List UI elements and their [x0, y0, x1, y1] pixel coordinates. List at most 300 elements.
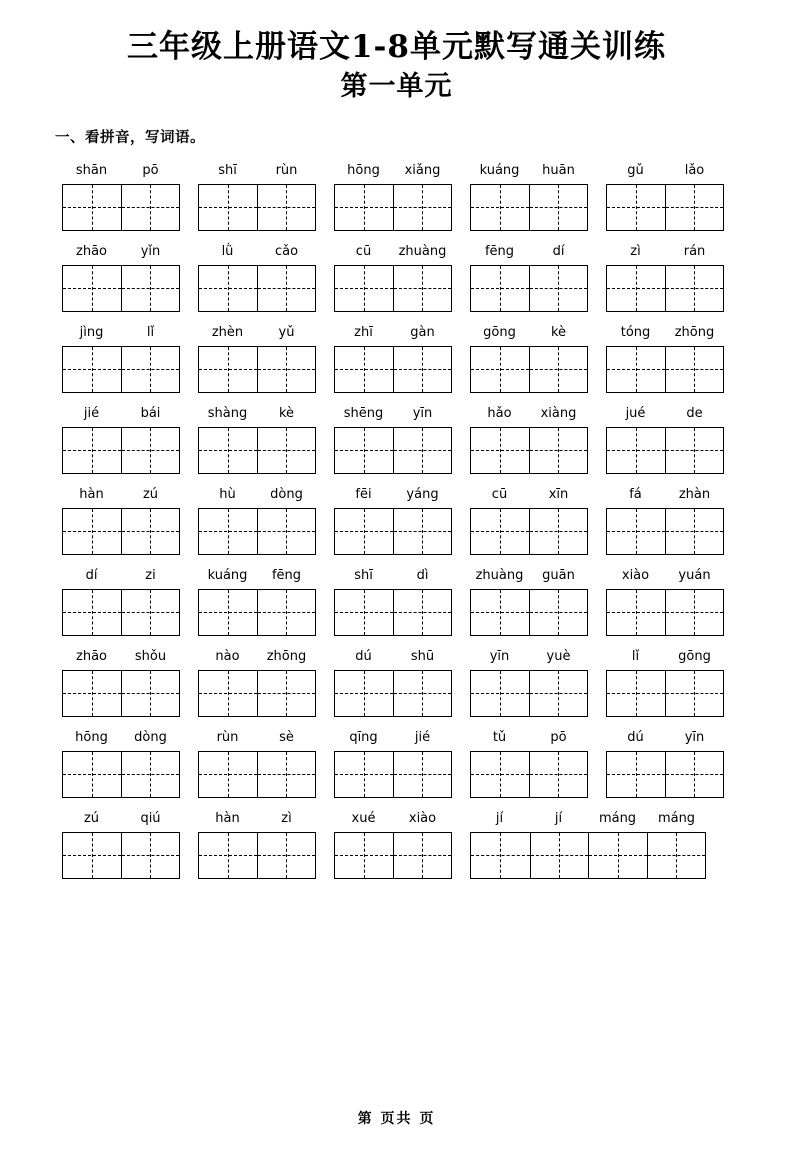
pinyin-label [470, 566, 588, 586]
character-box[interactable] [63, 752, 121, 797]
pinyin-syllable: xiǎng [404, 162, 441, 178]
character-box-group[interactable] [470, 832, 706, 879]
character-box[interactable] [471, 671, 529, 716]
character-box-group[interactable] [62, 184, 180, 231]
pinyin-syllable: zhèn [211, 324, 244, 340]
character-box-group[interactable] [470, 184, 588, 231]
character-box[interactable] [665, 185, 723, 230]
word-exercise-item [198, 566, 316, 636]
character-box[interactable] [471, 185, 529, 230]
pinyin-syllable: yǐn [140, 243, 161, 259]
character-box[interactable] [529, 266, 587, 311]
pinyin-syllable: shēng [343, 405, 384, 421]
exercise-row [62, 161, 741, 231]
pinyin-syllable: sè [279, 729, 294, 745]
character-box[interactable] [257, 185, 315, 230]
pinyin-syllable: lǎo [684, 162, 705, 178]
character-box[interactable] [199, 752, 257, 797]
pinyin-syllable: kè [278, 405, 295, 421]
page-subtitle: 第一单元 [340, 70, 453, 102]
pinyin-syllable: dòng [134, 729, 167, 745]
character-box[interactable] [471, 590, 529, 635]
pinyin-syllable: jué [625, 405, 646, 421]
pinyin-syllable: cū [355, 243, 372, 259]
word-exercise-item [470, 566, 588, 636]
word-exercise-item [62, 728, 180, 798]
character-box[interactable] [335, 590, 393, 635]
character-box-group[interactable] [62, 427, 180, 474]
pinyin-syllable: fá [629, 486, 642, 502]
character-box[interactable] [529, 347, 587, 392]
character-box-group[interactable] [606, 346, 724, 393]
pinyin-syllable: zhāo [76, 243, 107, 259]
character-box-group[interactable] [334, 832, 452, 879]
pinyin-syllable: gǔ [627, 162, 644, 178]
pinyin-syllable: zú [83, 810, 100, 826]
pinyin-syllable: jí [554, 810, 563, 826]
character-box[interactable] [647, 833, 706, 878]
word-exercise-item [198, 809, 316, 879]
exercise-row [62, 485, 741, 555]
pinyin-syllable: jié [414, 729, 431, 745]
pinyin-syllable: kè [550, 324, 567, 340]
character-box-group[interactable] [334, 427, 452, 474]
character-box[interactable] [393, 185, 451, 230]
character-box-group[interactable] [62, 589, 180, 636]
character-box-group[interactable] [606, 670, 724, 717]
pinyin-syllable: kuáng [207, 567, 248, 583]
character-box[interactable] [471, 833, 530, 878]
pinyin-syllable: xīn [548, 486, 569, 502]
pinyin-label [198, 566, 316, 586]
word-exercise-item [334, 566, 452, 636]
pinyin-syllable: kuáng [479, 162, 520, 178]
pinyin-syllable: xiào [621, 567, 650, 583]
character-box[interactable] [199, 347, 257, 392]
character-box-group[interactable] [334, 346, 452, 393]
character-box[interactable] [121, 185, 179, 230]
character-box[interactable] [665, 428, 723, 473]
character-box-group[interactable] [198, 589, 316, 636]
exercise-row [62, 647, 741, 717]
page-footer: 第 页共 页 [357, 1111, 436, 1127]
character-box-group[interactable] [62, 832, 180, 879]
pinyin-label [198, 161, 316, 181]
character-box[interactable] [393, 671, 451, 716]
word-exercise-item [606, 242, 724, 312]
pinyin-label [198, 728, 316, 748]
character-box-group[interactable] [198, 751, 316, 798]
pinyin-label [470, 809, 706, 829]
word-exercise-item [334, 323, 452, 393]
pinyin-label [198, 404, 316, 424]
character-box[interactable] [257, 590, 315, 635]
character-box[interactable] [199, 590, 257, 635]
word-exercise-item [606, 566, 724, 636]
pinyin-syllable: jí [495, 810, 504, 826]
pinyin-label [470, 323, 588, 343]
character-box[interactable] [335, 266, 393, 311]
pinyin-label [334, 809, 452, 829]
pinyin-label [606, 323, 724, 343]
character-box-group[interactable] [62, 265, 180, 312]
character-box-group[interactable] [198, 832, 316, 879]
pinyin-syllable: zú [142, 486, 159, 502]
pinyin-syllable: nào [215, 648, 240, 664]
character-box[interactable] [199, 509, 257, 554]
pinyin-label [606, 728, 724, 748]
pinyin-syllable: lǐ [146, 324, 155, 340]
pinyin-label [334, 566, 452, 586]
pinyin-syllable: zhāo [76, 648, 107, 664]
pinyin-syllable: hàn [215, 810, 240, 826]
character-box[interactable] [257, 752, 315, 797]
exercise-row [62, 728, 741, 798]
character-box[interactable] [257, 266, 315, 311]
word-exercise-item [198, 404, 316, 474]
word-exercise-item [198, 728, 316, 798]
exercise-row [62, 323, 741, 393]
character-box[interactable] [199, 266, 257, 311]
character-box-group[interactable] [62, 346, 180, 393]
pinyin-syllable: rùn [216, 729, 239, 745]
word-exercise-item [334, 647, 452, 717]
character-box-group[interactable] [198, 346, 316, 393]
pinyin-syllable: yuè [546, 648, 571, 664]
character-box[interactable] [393, 590, 451, 635]
character-box[interactable] [529, 671, 587, 716]
character-box[interactable] [121, 428, 179, 473]
pinyin-syllable: tóng [620, 324, 651, 340]
character-box[interactable] [63, 347, 121, 392]
character-box[interactable] [63, 590, 121, 635]
character-box[interactable] [199, 185, 257, 230]
word-exercise-item [62, 161, 180, 231]
pinyin-label [62, 728, 180, 748]
word-exercise-item [62, 323, 180, 393]
character-box-group[interactable] [606, 265, 724, 312]
pinyin-syllable: yǔ [278, 324, 295, 340]
character-box[interactable] [665, 590, 723, 635]
character-box[interactable] [335, 671, 393, 716]
character-box-group[interactable] [334, 184, 452, 231]
character-box[interactable] [199, 671, 257, 716]
character-box[interactable] [63, 509, 121, 554]
word-exercise-item [470, 404, 588, 474]
character-box-group[interactable] [606, 508, 724, 555]
character-box[interactable] [257, 428, 315, 473]
character-box-group[interactable] [198, 265, 316, 312]
character-box-group[interactable] [470, 589, 588, 636]
character-box-group[interactable] [198, 427, 316, 474]
pinyin-syllable: bái [140, 405, 161, 421]
character-box[interactable] [63, 833, 121, 878]
character-box[interactable] [607, 590, 665, 635]
word-exercise-item [198, 323, 316, 393]
writing-grid-area [0, 161, 793, 879]
character-box[interactable] [393, 509, 451, 554]
pinyin-label [62, 485, 180, 505]
pinyin-syllable: zi [145, 567, 156, 583]
character-box[interactable] [335, 347, 393, 392]
character-box[interactable] [199, 428, 257, 473]
character-box[interactable] [471, 428, 529, 473]
character-box[interactable] [665, 509, 723, 554]
pinyin-label [62, 242, 180, 262]
word-exercise-item [606, 728, 724, 798]
pinyin-syllable: hǎo [487, 405, 512, 421]
character-box[interactable] [257, 509, 315, 554]
pinyin-syllable: hàn [79, 486, 104, 502]
pinyin-syllable: jié [83, 405, 100, 421]
word-exercise-item [470, 242, 588, 312]
pinyin-label [470, 404, 588, 424]
character-box-group[interactable] [62, 751, 180, 798]
pinyin-syllable: yīn [489, 648, 510, 664]
character-box-group[interactable] [198, 670, 316, 717]
pinyin-label [470, 728, 588, 748]
character-box[interactable] [121, 752, 179, 797]
word-exercise-item [334, 485, 452, 555]
pinyin-label [62, 404, 180, 424]
pinyin-label [62, 809, 180, 829]
pinyin-syllable: pō [550, 729, 567, 745]
character-box[interactable] [665, 752, 723, 797]
character-box-group[interactable] [470, 265, 588, 312]
character-box-group[interactable] [470, 346, 588, 393]
pinyin-syllable: dí [85, 567, 98, 583]
word-exercise-item [606, 647, 724, 717]
pinyin-label [606, 404, 724, 424]
pinyin-label [334, 485, 452, 505]
word-exercise-item [62, 242, 180, 312]
character-box[interactable] [607, 347, 665, 392]
character-box[interactable] [335, 833, 393, 878]
character-box[interactable] [529, 428, 587, 473]
character-box[interactable] [335, 752, 393, 797]
pinyin-syllable: fēng [484, 243, 515, 259]
character-box-group[interactable] [606, 427, 724, 474]
pinyin-syllable: fēi [355, 486, 372, 502]
pinyin-syllable: yīn [412, 405, 433, 421]
character-box[interactable] [121, 347, 179, 392]
pinyin-syllable: zhōng [266, 648, 307, 664]
character-box[interactable] [63, 428, 121, 473]
word-exercise-item [334, 809, 452, 879]
pinyin-syllable: máng [598, 810, 637, 826]
pinyin-syllable: máng [657, 810, 696, 826]
pinyin-syllable: zhàn [678, 486, 711, 502]
character-box[interactable] [393, 266, 451, 311]
character-box[interactable] [121, 509, 179, 554]
page-title: 三年级上册语文1-8单元默写通关训练 [126, 29, 666, 65]
pinyin-label [62, 161, 180, 181]
character-box[interactable] [471, 347, 529, 392]
pinyin-label [62, 647, 180, 667]
word-exercise-item [334, 161, 452, 231]
word-exercise-item [62, 647, 180, 717]
word-exercise-item [606, 161, 724, 231]
word-exercise-item [62, 485, 180, 555]
character-box[interactable] [529, 509, 587, 554]
pinyin-label [198, 242, 316, 262]
character-box[interactable] [665, 671, 723, 716]
pinyin-label [62, 323, 180, 343]
title-block [0, 28, 793, 104]
pinyin-label [470, 161, 588, 181]
pinyin-label [334, 323, 452, 343]
character-box-group[interactable] [334, 589, 452, 636]
word-exercise-item [470, 161, 588, 231]
pinyin-syllable: hù [219, 486, 236, 502]
pinyin-syllable: jìng [79, 324, 104, 340]
character-box-group[interactable] [334, 265, 452, 312]
character-box[interactable] [471, 752, 529, 797]
pinyin-syllable: qiú [140, 810, 161, 826]
character-box[interactable] [121, 833, 179, 878]
character-box[interactable] [257, 833, 315, 878]
word-exercise-item [470, 728, 588, 798]
pinyin-syllable: xué [351, 810, 376, 826]
pinyin-syllable: rùn [275, 162, 298, 178]
character-box-group[interactable] [606, 184, 724, 231]
character-box[interactable] [393, 347, 451, 392]
pinyin-syllable: shàng [207, 405, 248, 421]
pinyin-syllable: cū [491, 486, 508, 502]
exercise-row [62, 566, 741, 636]
character-box[interactable] [607, 509, 665, 554]
character-box[interactable] [393, 833, 451, 878]
pinyin-syllable: zhuàng [398, 243, 447, 259]
character-box-group[interactable] [198, 508, 316, 555]
exercise-row [62, 404, 741, 474]
character-box[interactable] [607, 428, 665, 473]
pinyin-syllable: lǐ [631, 648, 640, 664]
pinyin-syllable: yáng [406, 486, 439, 502]
pinyin-syllable: hōng [75, 729, 108, 745]
word-exercise-item [470, 809, 706, 879]
word-exercise-item [334, 404, 452, 474]
pinyin-syllable: pō [142, 162, 159, 178]
character-box-group[interactable] [334, 508, 452, 555]
character-box[interactable] [471, 266, 529, 311]
section-heading: 一、看拼音，写词语。 [55, 129, 205, 146]
word-exercise-item [606, 323, 724, 393]
character-box-group[interactable] [470, 427, 588, 474]
pinyin-syllable: lǜ [221, 243, 234, 259]
character-box-group[interactable] [470, 670, 588, 717]
pinyin-label [606, 566, 724, 586]
character-box[interactable] [63, 671, 121, 716]
character-box[interactable] [121, 590, 179, 635]
pinyin-label [62, 566, 180, 586]
pinyin-syllable: shī [354, 567, 373, 583]
character-box[interactable] [393, 752, 451, 797]
character-box[interactable] [393, 428, 451, 473]
character-box[interactable] [529, 752, 587, 797]
character-box[interactable] [607, 671, 665, 716]
character-box[interactable] [121, 671, 179, 716]
pinyin-syllable: tǔ [492, 729, 507, 745]
character-box[interactable] [607, 266, 665, 311]
character-box[interactable] [63, 185, 121, 230]
character-box[interactable] [63, 266, 121, 311]
pinyin-syllable: yuán [678, 567, 711, 583]
pinyin-label [606, 485, 724, 505]
character-box[interactable] [588, 833, 647, 878]
word-exercise-item [334, 728, 452, 798]
pinyin-label [606, 242, 724, 262]
pinyin-label [470, 485, 588, 505]
character-box-group[interactable] [62, 670, 180, 717]
word-exercise-item [470, 647, 588, 717]
pinyin-syllable: zhuàng [475, 567, 524, 583]
word-exercise-item [334, 242, 452, 312]
character-box[interactable] [121, 266, 179, 311]
word-exercise-item [198, 485, 316, 555]
pinyin-syllable: zì [281, 810, 292, 826]
character-box[interactable] [471, 509, 529, 554]
character-box[interactable] [529, 185, 587, 230]
character-box-group[interactable] [470, 508, 588, 555]
pinyin-label [198, 647, 316, 667]
word-exercise-item [470, 485, 588, 555]
pinyin-syllable: shān [75, 162, 108, 178]
pinyin-label [470, 647, 588, 667]
character-box[interactable] [665, 266, 723, 311]
word-exercise-item [470, 323, 588, 393]
pinyin-syllable: xiàng [540, 405, 577, 421]
character-box[interactable] [529, 590, 587, 635]
character-box-group[interactable] [198, 184, 316, 231]
character-box-group[interactable] [334, 751, 452, 798]
character-box-group[interactable] [606, 589, 724, 636]
character-box[interactable] [607, 185, 665, 230]
character-box[interactable] [257, 347, 315, 392]
character-box-group[interactable] [334, 670, 452, 717]
word-exercise-item [62, 809, 180, 879]
exercise-row [62, 809, 741, 879]
character-box[interactable] [257, 671, 315, 716]
character-box-group[interactable] [470, 751, 588, 798]
pinyin-syllable: xiào [408, 810, 437, 826]
pinyin-label [198, 809, 316, 829]
character-box[interactable] [199, 833, 257, 878]
pinyin-syllable: gōng [678, 648, 711, 664]
pinyin-syllable: dú [627, 729, 644, 745]
pinyin-syllable: de [686, 405, 703, 421]
word-exercise-item [62, 404, 180, 474]
character-box-group[interactable] [606, 751, 724, 798]
pinyin-label [606, 647, 724, 667]
pinyin-syllable: zhī [354, 324, 373, 340]
pinyin-syllable: shū [410, 648, 435, 664]
character-box[interactable] [530, 833, 589, 878]
pinyin-syllable: gàn [410, 324, 435, 340]
pinyin-syllable: gōng [483, 324, 516, 340]
pinyin-label [198, 485, 316, 505]
pinyin-label [470, 242, 588, 262]
character-box[interactable] [607, 752, 665, 797]
character-box[interactable] [335, 428, 393, 473]
pinyin-label [334, 647, 452, 667]
pinyin-label [334, 728, 452, 748]
character-box[interactable] [335, 185, 393, 230]
character-box[interactable] [665, 347, 723, 392]
pinyin-syllable: shī [218, 162, 237, 178]
character-box[interactable] [335, 509, 393, 554]
character-box-group[interactable] [62, 508, 180, 555]
